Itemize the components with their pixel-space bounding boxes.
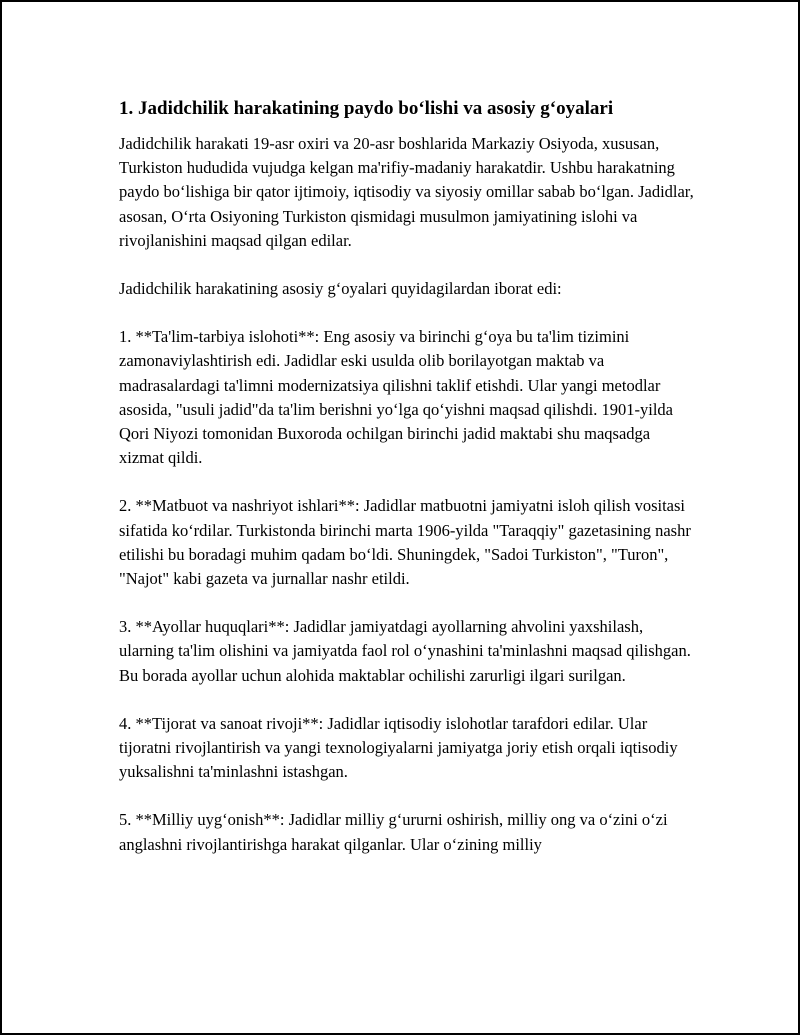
list-item-trade-industry: 4. **Tijorat va sanoat rivoji**: Jadidlar iqtisodiy islohotlar tarafdori edilar. Ular tijoratni rivojlantirish va yangi texnologiyalarni jamiyatga joriy etish orqali iqtisodiy yuksalishni ta'minlashni istashgan. — [119, 713, 678, 782]
ideas-lead-paragraph: Jadidchilik harakatining asosiy g‘oyalari quyidagilardan iborat edi: — [119, 279, 562, 299]
document-title: 1. Jadidchilik harakatining paydo bo‘lishi va asosiy g‘oyalari — [119, 98, 614, 119]
intro-paragraph: Jadidchilik harakati 19-asr oxiri va 20-asr boshlarida Markaziy Osiyoda, xususan, Turkiston hududida vujudga kelgan ma'rifiy-madaniy harakatdir. Ushbu harakatning paydo bo‘lishiga bir qator ijtimoiy, iqtisodiy va siyosiy omillar sabab bo‘lgan. Jadidlar, asosan, O‘rta Osiyoning Turkiston qismidagi musulmon jamiyatining islohi va rivojlanishini maqsad qilgan edilar. — [119, 134, 694, 250]
list-item-education-reform: 1. **Ta'lim-tarbiya islohoti**: Eng asosiy va birinchi g‘oya bu ta'lim tizimini zamonaviylashtirish edi. Jadidlar eski usulda olib borilayotgan maktab va madrasalardagi ta'limni modernizatsiya qilishni taklif etishdi. Ular yangi metodlar asosida, "usuli jadid"da ta'lim berishni yo‘lga qo‘yishni maqsad qilishdi. 1901-yilda Qori Niyozi tomonidan Buxoroda ochilgan birinchi jadid maktabi shu maqsadga xizmat qildi. — [119, 327, 673, 468]
document-body — [119, 95, 694, 881]
list-item-press-publishing: 2. **Matbuot va nashriyot ishlari**: Jadidlar matbuotni jamiyatni isloh qilish vositasi sifatida ko‘rdilar. Turkistonda birinchi marta 1906-yilda "Taraqqiy" gazetasining nashr etilishi bu boradagi muhim qadam bo‘ldi. Shuningdek, "Sadoi Turkiston", "Turon", "Najot" kabi gazeta va jurnallar nashr etildi. — [119, 496, 691, 589]
list-item-national-awakening: 5. **Milliy uyg‘onish**: Jadidlar milliy g‘ururni oshirish, milliy ong va o‘zini o‘zi anglashni rivojlantirishga harakat qilganlar. Ular o‘zining milliy — [119, 810, 668, 854]
list-item-womens-rights: 3. **Ayollar huquqlari**: Jadidlar jamiyatdagi ayollarning ahvolini yaxshilash, ularning ta'lim olishini va jamiyatda faol rol o‘ynashini ta'minlashni maqsad qilishgan. Bu borada ayollar uchun alohida maktablar ochilishi zarurligi ilgari surilgan. — [119, 617, 691, 685]
